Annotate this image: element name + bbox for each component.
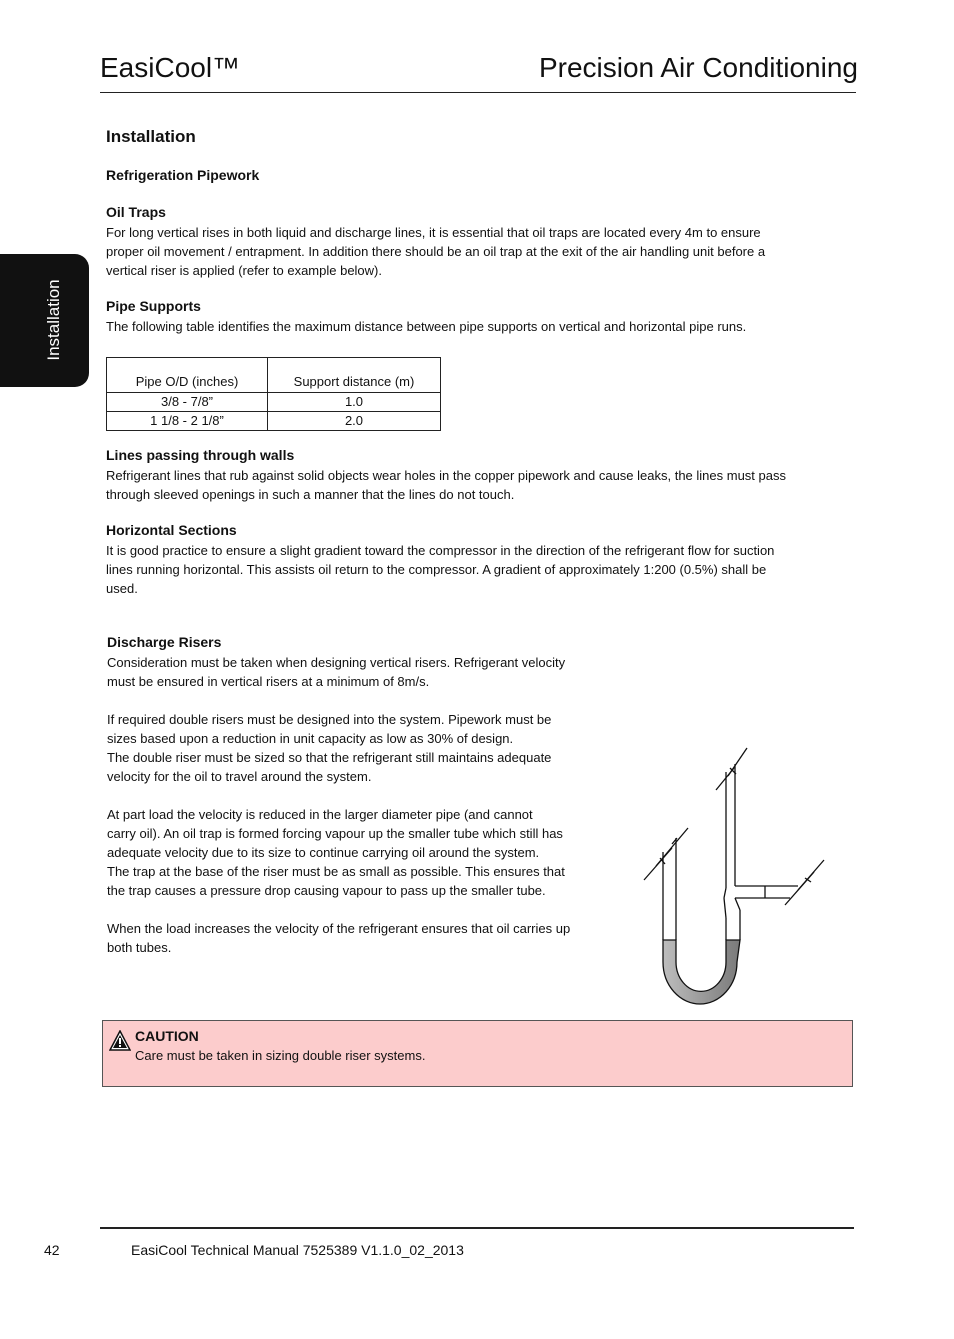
page-number: 42 [44,1242,60,1258]
table-row [107,393,441,412]
caution-box [102,1020,853,1087]
table-row [107,412,441,431]
support-distance-table [106,357,441,431]
oil-traps-text: For long vertical rises in both liquid and discharge lines, it is essential that oil traps are located every 4m to ensure proper oil movement / entrapment. In addition there should be an oil trap at the exit of the air handling unit before a vertical riser is applied (refer to example below). [106,225,766,278]
horizontal-heading: Horizontal Sections [106,522,237,538]
footer-text: EasiCool Technical Manual 7525389 V1.1.0_02_2013 [131,1242,464,1258]
caution-body: Care must be taken in sizing double riser systems. [135,1048,426,1063]
table-header-row [107,358,441,393]
table-header-cell: Support distance (m) [268,358,441,393]
walls-heading: Lines passing through walls [106,447,295,463]
walls-text: Refrigerant lines that rub against solid objects wear holes in the copper pipework and cause leaks, the lines must pass through sleeved openings in such a manner that the lines do not touch. [106,468,786,502]
caution-title: CAUTION [135,1028,199,1044]
table-cell: 3/8 - 7/8” [107,393,268,412]
pipe-supports-text: The following table identifies the maximum distance between pipe supports on vertical and horizontal pipe runs. [106,319,747,334]
table-cell: 2.0 [268,412,441,431]
oil-traps-heading: Oil Traps [106,204,166,220]
table-cell: 1 1/8 - 2 1/8” [107,412,268,431]
header-divider [100,92,856,93]
table-header-cell: Pipe O/D (inches) [107,358,268,393]
header-title: Precision Air Conditioning [538,52,858,83]
side-tab-label: Installation [44,279,63,361]
footer-divider [100,1227,854,1229]
pipe-supports-heading: Pipe Supports [106,298,201,314]
double-riser-diagram [630,740,840,1015]
section-title: Installation [106,127,196,146]
discharge-heading: Discharge Risers [107,634,222,650]
horizontal-text: It is good practice to ensure a slight gradient toward the compressor in the direction of the refrigerant flow for suction lines running horizontal. This assists oil return to the compressor. A gradient of approximately 1:200 (0.5%) shall be used. [106,543,775,596]
side-tab [0,254,89,387]
subsection-title: Refrigeration Pipework [106,167,260,183]
discharge-text: Consideration must be taken when designing vertical risers. Refrigerant velocity must be ensured in vertical risers at a minimum of 8m/s. If required double risers must be designed into the system. Pipework must be sizes based upon a reduction in unit capacity as low as 30% of design. The double riser must be sized so that the refrigerant still maintains adequate velocity for the oil to travel around the system. At part load the velocity is reduced in the larger diameter pipe (and cannot carry oil). An oil trap is formed forcing vapour up the smaller tube which still has adequate velocity due to its size to continue carrying oil around the system. The trap at the base of the riser must be as small as possible. This ensures that the trap causes a pressure drop causing vapour to pass up the smaller tube. When the load increases the velocity of the refrigerant ensures that oil carries up both tubes. [107,655,571,955]
header-brand: EasiCool™ [100,52,241,83]
warning-triangle-icon [109,1030,131,1052]
table-cell: 1.0 [268,393,441,412]
